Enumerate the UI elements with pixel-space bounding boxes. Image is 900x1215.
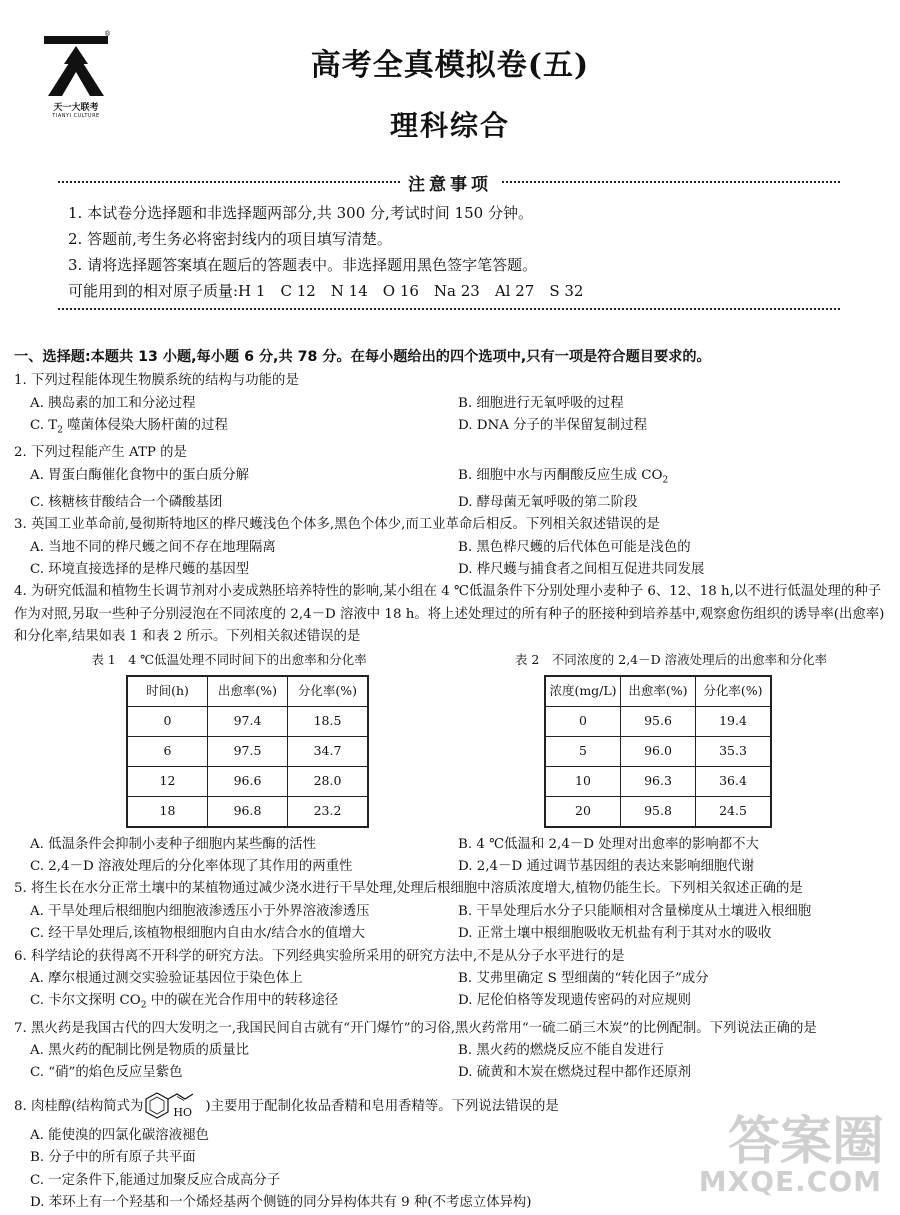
option-a: A. 黑火药的配制比例是物质的质量比	[30, 1042, 250, 1058]
option-b: B. 分子中的所有原子共平面	[30, 1150, 196, 1166]
option-c: C. “硝”的焰色反应呈紫色	[30, 1065, 183, 1081]
table-1-grid	[126, 675, 369, 828]
table-2	[456, 651, 886, 828]
table-caption: 表 1 4 ℃低温处理不同时间下的出愈率和分化率	[91, 651, 367, 667]
table-row	[127, 796, 368, 827]
option-c: C. $T_2$ 噬菌体侵染大肠杆菌的过程	[30, 418, 228, 436]
table-cell: 96.6	[208, 766, 288, 796]
table-cell: 10	[545, 766, 621, 796]
table-cell: 5	[545, 736, 621, 766]
table-cell: 35.3	[696, 736, 772, 766]
logo-subtext: TIANYI CULTURE	[52, 113, 100, 119]
option-a: A. 胰岛素的加工和分泌过程	[30, 395, 196, 411]
table-cell: 12	[127, 766, 208, 796]
table-cell: 34.7	[288, 736, 369, 766]
option-a: A. 干旱处理后根细胞内细胞液渗透压小于外界溶液渗透压	[30, 903, 370, 919]
table-cell: 19.4	[696, 706, 772, 736]
option-d: D. 正常土壤中根细胞吸收无机盐有利于其对水的吸收	[458, 926, 772, 942]
option-b: B. 细胞中水与丙酮酸反应生成 $CO_2$	[458, 467, 669, 486]
notice-heading: 注意事项	[0, 170, 900, 195]
table-row	[545, 796, 771, 827]
table-1	[14, 651, 444, 828]
table-cell: 36.4	[696, 766, 772, 796]
data-tables	[14, 651, 886, 828]
option-c: C. 卡尔文探明 $CO_2$ 中的碳在光合作用中的转移途径	[30, 993, 339, 1012]
table-header-cell: 浓度(mg/L)	[545, 676, 621, 707]
registered-icon: ®	[104, 30, 111, 38]
question-5	[14, 878, 886, 945]
table-2-grid	[544, 675, 772, 828]
question-stem: 5. 将生长在水分正常土壤中的某植物通过减少浇水进行干旱处理,处理后根细胞中溶质浓度增大,植物仍能生长。下列相关叙述正确的是	[14, 881, 803, 897]
option-a: A. 胃蛋白酶催化食物中的蛋白质分解	[30, 467, 250, 483]
question-2	[14, 442, 886, 514]
question-1	[14, 370, 886, 442]
option-b: B. 黑色桦尺蠖的后代体色可能是浅色的	[458, 539, 691, 555]
notice-item: 2. 答题前,考生务必将密封线内的项目填写清楚。	[68, 230, 392, 248]
option-c: C. 环境直接选择的是桦尺蠖的基因型	[30, 562, 250, 577]
option-b: B. 细胞进行无氧呼吸的过程	[458, 395, 624, 411]
option-d: D. 尼伦伯格等发现遗传密码的对应规则	[458, 993, 692, 1009]
table-header-row	[545, 676, 771, 707]
option-c: C. 一定条件下,能通过加聚反应合成高分子	[30, 1172, 281, 1188]
table-header-cell: 出愈率(%)	[208, 676, 288, 707]
cinnamyl-alcohol-structure	[143, 1090, 205, 1124]
exam-title: 高考全真模拟卷(五)	[310, 48, 590, 83]
table-row	[545, 706, 771, 736]
option-d: D. 2,4－D 通过调节基因组的表达来影响细胞代谢	[458, 859, 755, 875]
option-d: D. DNA 分子的半保留复制过程	[458, 418, 648, 434]
site-watermark	[698, 1099, 892, 1209]
table-header-cell: 分化率(%)	[288, 676, 369, 707]
table-header-cell: 时间(h)	[127, 676, 208, 707]
option-a: A. 摩尔根通过测交实验验证基因位于染色体上	[30, 971, 303, 987]
table-header-row	[127, 676, 368, 707]
table-header-cell: 出愈率(%)	[621, 676, 696, 707]
option-c: C. 2,4－D 溶液处理后的分化率体现了其作用的两重性	[30, 859, 353, 875]
option-a: A. 能使溴的四氯化碳溶液褪色	[30, 1127, 209, 1143]
option-a: A. 低温条件会抑制小麦种子细胞内某些酶的活性	[30, 836, 316, 852]
table-cell: 18	[127, 796, 208, 827]
notice-list	[68, 200, 583, 304]
table-cell: 96.3	[621, 766, 696, 796]
table-cell: 20	[545, 796, 621, 827]
table-cell: 0	[545, 706, 621, 736]
exam-subject: 理科综合	[389, 109, 510, 142]
option-b: B. 干旱处理后水分子只能顺相对含量梯度从土壤进入根细胞	[458, 903, 812, 919]
question-stem: 3. 英国工业革命前,曼彻斯特地区的桦尺蠖浅色个体多,黑色个体少,而工业革命后相反。下列相关叙述错误的是	[14, 517, 660, 533]
table-cell: 24.5	[696, 796, 772, 827]
option-d: D. 桦尺蠖与捕食者之间相互促进共同发展	[458, 562, 705, 577]
table-cell: 18.5	[288, 706, 369, 736]
table-row	[127, 766, 368, 796]
table-caption: 表 2 不同浓度的 2,4－D 溶液处理后的出愈率和分化率	[514, 651, 828, 667]
table-row	[127, 706, 368, 736]
option-c: C. 核糖核苷酸结合一个磷酸基团	[30, 494, 223, 510]
question-stem: 4. 为研究低温和植物生长调节剂对小麦成熟胚培养特性的影响,某小组在 4 ℃低温条件下分别处理小麦种子 6、12、18 h,以不进行低温处理的种子作为对照,另取一些种子分别浸泡在不同浓度的 2,4－D 溶液中 18 h。将上述处理过的所有种子的胚接种到培养基中,观察愈伤组织的诱导率(出愈率)和分化率,结果如表 1 和表 2 所示。下列相关叙述错误的是	[14, 584, 885, 645]
table-header-cell: 分化率(%)	[696, 676, 772, 707]
option-b: B. 艾弗里确定 S 型细菌的“转化因子”成分	[458, 971, 709, 987]
table-cell: 0	[127, 706, 208, 736]
question-stem: 7. 黑火药是我国古代的四大发明之一,我国民间自古就有“开门爆竹”的习俗,黑火药常用“一硫二硝三木炭”的比例配制。下列说法正确的是	[14, 1020, 817, 1036]
table-cell: 97.5	[208, 736, 288, 766]
section-heading: 一、选择题:本题共 13 小题,每小题 6 分,共 78 分。在每小题给出的四个选项中,只有一项是符合题目要求的。	[14, 349, 711, 365]
option-c: C. 经干旱处理后,该植物根细胞内自由水/结合水的值增大	[30, 926, 366, 942]
option-d: D. 苯环上有一个羟基和一个烯烃基两个侧链的同分异构体共有 9 种(不考虑立体异构)	[30, 1194, 532, 1210]
question-section	[14, 346, 886, 1214]
question-stem: 2. 下列过程能产生 ATP 的是	[14, 445, 187, 461]
question-3	[14, 514, 886, 581]
notice-item: 可能用到的相对原子质量:H 1 C 12 N 14 O 16 Na 23 Al 27 S 32	[68, 282, 584, 300]
logo-text: 天一大联考	[53, 103, 99, 113]
watermark-url: MXQE.COM	[698, 1165, 882, 1198]
table-cell: 96.0	[621, 736, 696, 766]
table-cell: 28.0	[288, 766, 369, 796]
notice-item: 1. 本试卷分选择题和非选择题两部分,共 300 分,考试时间 150 分钟。	[68, 204, 533, 222]
table-cell: 95.8	[621, 796, 696, 827]
option-b: B. 黑火药的燃烧反应不能自发进行	[458, 1042, 664, 1058]
table-row	[127, 736, 368, 766]
table-cell: 6	[127, 736, 208, 766]
table-cell: 97.4	[208, 706, 288, 736]
question-stem: 8. 肉桂醇(结构简式为 HO )主要用于配制化妆品香精和皂用香精等。下列说法错误的是	[14, 1089, 886, 1125]
question-6	[14, 946, 886, 1018]
notice-item: 3. 请将选择题答案填在题后的答题表中。非选择题用黑色签字笔答题。	[68, 256, 538, 274]
question-stem: 6. 科学结论的获得离不开科学的研究方法。下列经典实验所采用的研究方法中,不是从分子水平进行的是	[14, 948, 625, 964]
table-cell: 23.2	[288, 796, 369, 827]
question-4	[14, 581, 886, 878]
table-row	[545, 766, 771, 796]
question-stem: 1. 下列过程能体现生物膜系统的结构与功能的是	[14, 373, 299, 389]
option-b: B. 4 ℃低温和 2,4－D 处理对出愈率的影响都不大	[458, 836, 759, 852]
table-cell: 96.8	[208, 796, 288, 827]
hydroxyl-label: HO	[173, 1105, 193, 1119]
table-cell: 95.6	[621, 706, 696, 736]
option-d: D. 酵母菌无氧呼吸的第二阶段	[458, 494, 638, 510]
option-d: D. 硫黄和木炭在燃烧过程中都作还原剂	[458, 1065, 692, 1081]
option-a: A. 当地不同的桦尺蠖之间不存在地理隔离	[30, 539, 276, 555]
notice-bottom-divider	[58, 308, 840, 310]
table-row	[545, 736, 771, 766]
watermark-text: 答案圈	[727, 1112, 884, 1172]
question-7	[14, 1018, 886, 1085]
